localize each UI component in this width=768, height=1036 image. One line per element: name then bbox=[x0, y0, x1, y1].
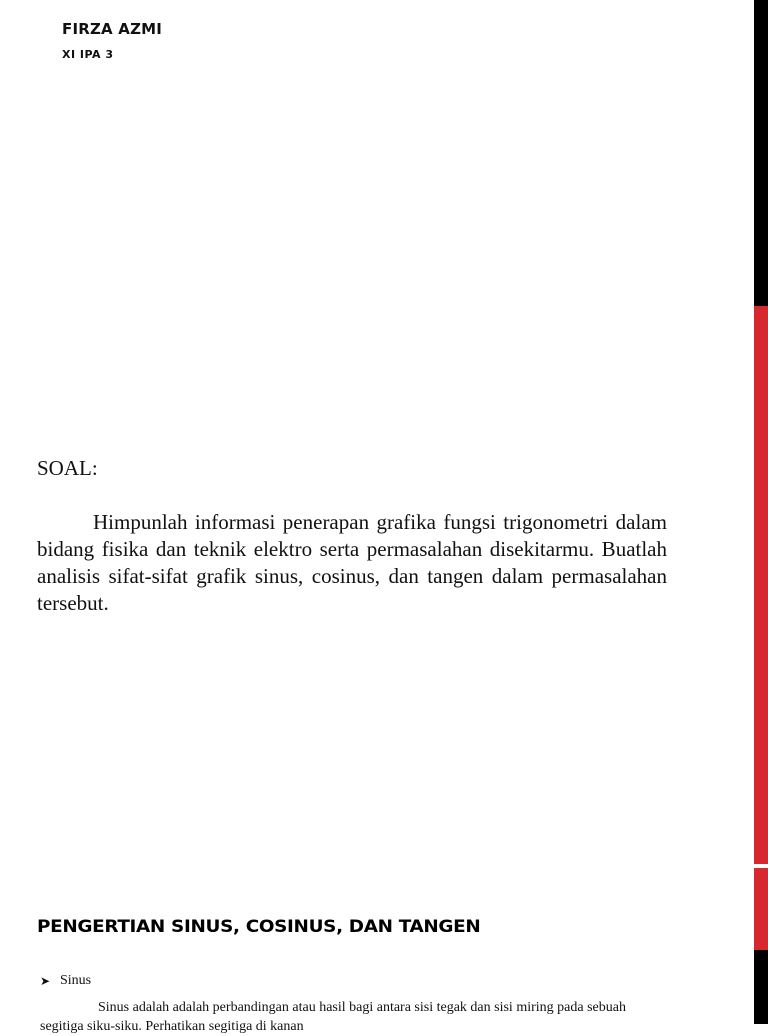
sinus-paragraph: Sinus adalah adalah perbandingan atau hasil bagi antara sisi tegak dan sisi miring pada sebuah segitiga siku-siku. Perhatikan segitiga di kanan bbox=[40, 1000, 626, 1034]
section-heading: PENGERTIAN SINUS, COSINUS, DAN TANGEN bbox=[37, 917, 481, 937]
edge-bar-red-middle bbox=[754, 306, 768, 864]
author-class: XI IPA 3 bbox=[62, 48, 114, 61]
edge-bar-red-lower bbox=[754, 868, 768, 950]
edge-bar-black-bottom bbox=[754, 950, 768, 1024]
arrow-bullet-icon: ➤ bbox=[40, 973, 51, 988]
bullet-label: Sinus bbox=[60, 973, 92, 988]
soal-heading: SOAL: bbox=[37, 456, 98, 480]
edge-bar-black-top bbox=[754, 0, 768, 306]
author-name: FIRZA AZMI bbox=[62, 20, 163, 38]
soal-paragraph: Himpunlah informasi penerapan grafika fungsi trigonometri dalam bidang fisika dan teknik elektro serta permasalahan disekitarmu. Buatlah analisis sifat-sifat grafik sinus, cosinus, dan tangen dalam permasalahan tersebut. bbox=[37, 510, 667, 615]
bullet-item-sinus bbox=[40, 973, 91, 989]
